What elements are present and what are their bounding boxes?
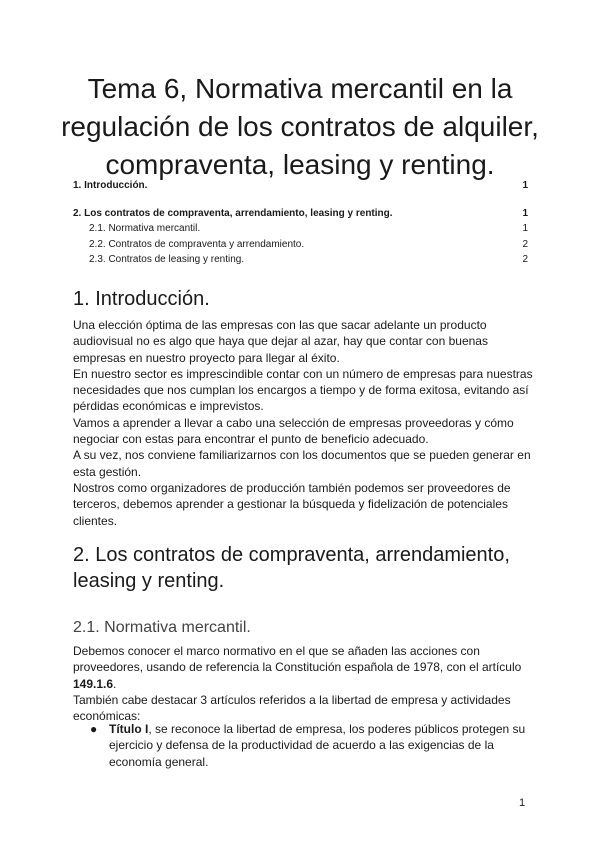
paragraph: También cabe destacar 3 artículos referidos a la libertad de empresa y actividades económicas:	[73, 692, 511, 724]
toc-entry-label: 2.1. Normativa mercantil.	[89, 223, 201, 234]
subsection-body	[73, 643, 533, 724]
paragraph: Nostros como organizadores de producción también podemos ser proveedores de terceros, debemos aprender a gestionar la búsqueda y fidelización de potenciales clientes.	[73, 480, 511, 528]
toc-entry[interactable]	[73, 252, 528, 268]
article-reference: 149.1.6	[73, 676, 114, 691]
toc-entry-label: 1. Introducción.	[73, 180, 148, 191]
bullet-bold: Título I	[109, 722, 149, 736]
paragraph: A su vez, nos conviene familiarizarnos con los documentos que se pueden generar en esta gestión.	[73, 448, 531, 479]
toc-entry-page: 1	[522, 180, 528, 191]
toc-entry-page: 2	[522, 254, 528, 265]
bullet-icon: ●	[90, 722, 98, 736]
paragraph	[73, 643, 533, 692]
document-title: Tema 6, Normativa mercantil en la regulación de los contratos de alquiler, compraventa, leasing y renting.	[61, 73, 539, 180]
toc-entry[interactable]	[73, 206, 528, 222]
toc-entry-page: 2	[522, 238, 528, 250]
toc-entry[interactable]	[73, 237, 528, 253]
paragraph: Vamos a aprender a llevar a cabo una selección de empresas proveedoras y cómo negociar con estas para encontrar el punto de beneficio adecuado.	[73, 415, 514, 447]
toc-entry[interactable]	[73, 178, 528, 194]
section-heading-contratos: 2. Los contratos de compraventa, arrendamiento, leasing y renting.	[73, 544, 510, 592]
bullet-text: , se reconoce la libertad de empresa, los poderes públicos protegen su ejercicio y defensa de la productividad de acuerdo a las exigencias de la economía general.	[109, 722, 526, 769]
toc-entry-label: 2.3. Contratos de leasing y renting.	[89, 254, 245, 265]
toc-entry-label: 2. Los contratos de compraventa, arrendamiento, leasing y renting.	[73, 207, 393, 219]
paragraph-end: .	[113, 676, 117, 691]
table-of-contents	[73, 178, 528, 268]
section1-body	[73, 317, 533, 529]
bullet-list	[73, 721, 533, 770]
page-number: 1	[519, 797, 526, 809]
toc-entry-page: 1	[522, 223, 528, 234]
paragraph: En nuestro sector es imprescindible contar con un número de empresas para nuestras necesidades que nos cumplan los encargos a tiempo y de forma exitosa, evitando así pérdidas económicas e imprevistos.	[73, 366, 533, 414]
subsection-heading-normativa: 2.1. Normativa mercantil.	[73, 619, 251, 636]
toc-entry-label: 2.2. Contratos de compraventa y arrendamiento.	[89, 238, 305, 250]
paragraph: Una elección óptima de las empresas con las que sacar adelante un producto audiovisual no es algo que haya que dejar al azar, hay que contar con buenas empresas en nuestro proyecto para llegar al éxito.	[73, 318, 488, 365]
toc-entry[interactable]	[73, 221, 528, 237]
list-item	[73, 721, 533, 770]
section-heading-introduccion: 1. Introducción.	[73, 288, 210, 310]
paragraph-text: Debemos conocer el marco normativo en el que se añaden las acciones con proveedores, usando de referencia la Constitución española de 1978, con el artículo	[73, 644, 522, 675]
toc-entry-page: 1	[522, 207, 528, 219]
